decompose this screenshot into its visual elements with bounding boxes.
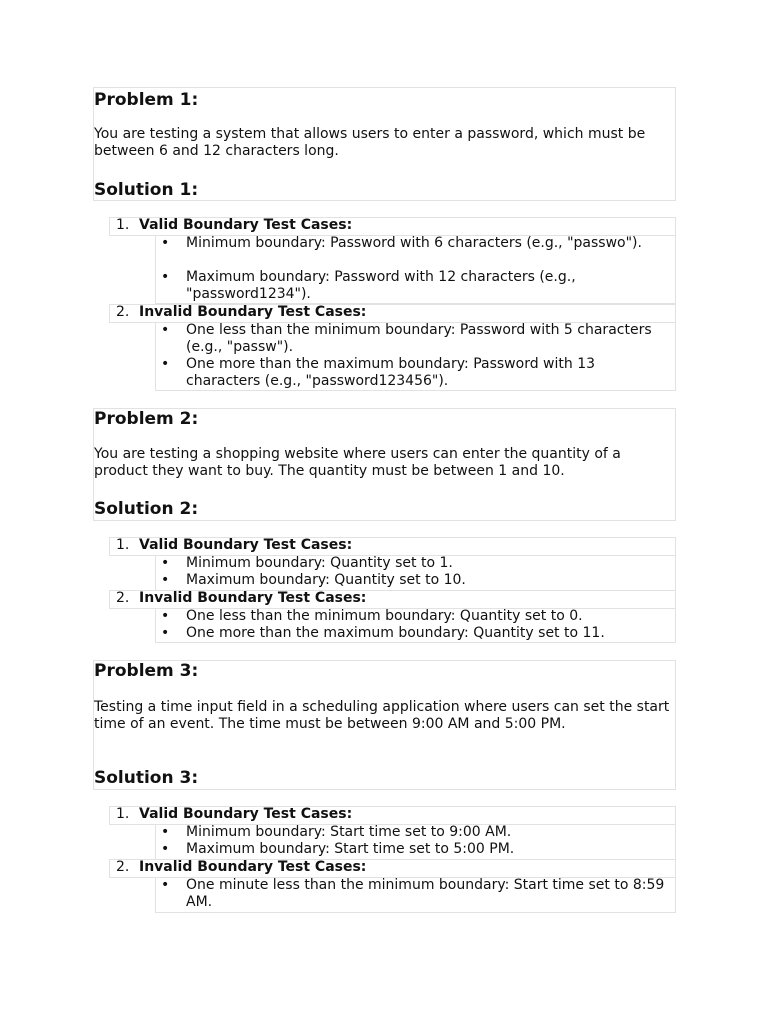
valid-cases-label-2: Valid Boundary Test Cases:: [139, 537, 353, 553]
problem-title-3: Problem 3:: [94, 661, 199, 681]
list-item: Minimum boundary: Start time set to 9:00 AM.: [186, 824, 512, 840]
list-item: One less than the minimum boundary: Quantity set to 0.: [186, 608, 583, 624]
solution-title-1: Solution 1:: [94, 180, 199, 200]
invalid-cases-label-1: Invalid Boundary Test Cases:: [139, 304, 367, 320]
invalid-cases-label-2: Invalid Boundary Test Cases:: [139, 590, 367, 606]
bullet-icon: •: [161, 356, 170, 372]
bullet-icon: •: [161, 235, 170, 251]
bullet-icon: •: [161, 625, 170, 641]
bullet-icon: •: [161, 841, 170, 857]
bullet-icon: •: [161, 269, 170, 285]
list-item: One more than the maximum boundary: Quantity set to 11.: [186, 625, 605, 641]
problem-text-2: You are testing a shopping website where users can enter the quantity of a product they want to buy. The quantity must be between 1 and 10.: [94, 446, 621, 479]
bullet-icon: •: [161, 608, 170, 624]
bullet-icon: •: [161, 572, 170, 588]
problem-box-1: [93, 87, 676, 201]
problem-box-2: [93, 408, 676, 521]
valid-cases-label-3: Valid Boundary Test Cases:: [139, 806, 353, 822]
bullet-icon: •: [161, 322, 170, 338]
solution-title-2: Solution 2:: [94, 499, 199, 519]
list-number: 2.: [116, 304, 130, 320]
bullet-icon: •: [161, 877, 170, 893]
problem-text-3: Testing a time input field in a scheduling application where users can set the start time of an event. The time must be between 9:00 AM and 5:00 PM.: [94, 699, 670, 732]
list-item: One minute less than the minimum boundary: Start time set to 8:59 AM.: [186, 877, 665, 910]
list-item: Minimum boundary: Password with 6 characters (e.g., "passwo").: [186, 235, 642, 251]
bullet-icon: •: [161, 555, 170, 571]
problem-text-1: You are testing a system that allows users to enter a password, which must be between 6 and 12 characters long.: [94, 126, 646, 159]
valid-cases-label-1: Valid Boundary Test Cases:: [139, 217, 353, 233]
invalid-cases-label-3: Invalid Boundary Test Cases:: [139, 859, 367, 875]
problem-title-2: Problem 2:: [94, 409, 199, 429]
list-item: One more than the maximum boundary: Password with 13 characters (e.g., "password123456").: [186, 356, 596, 389]
solution-title-3: Solution 3:: [94, 768, 199, 788]
problem-box-3: [93, 660, 676, 790]
list-item: Maximum boundary: Password with 12 characters (e.g., "password1234").: [186, 269, 576, 302]
bullet-icon: •: [161, 824, 170, 840]
list-item: Minimum boundary: Quantity set to 1.: [186, 555, 453, 571]
list-item: Maximum boundary: Quantity set to 10.: [186, 572, 466, 588]
list-number: 2.: [116, 859, 130, 875]
list-number: 1.: [116, 537, 130, 553]
problem-title-1: Problem 1:: [94, 90, 199, 110]
list-item: Maximum boundary: Start time set to 5:00 PM.: [186, 841, 515, 857]
list-item: One less than the minimum boundary: Password with 5 characters (e.g., "passw").: [186, 322, 652, 355]
list-number: 2.: [116, 590, 130, 606]
list-number: 1.: [116, 217, 130, 233]
list-number: 1.: [116, 806, 130, 822]
